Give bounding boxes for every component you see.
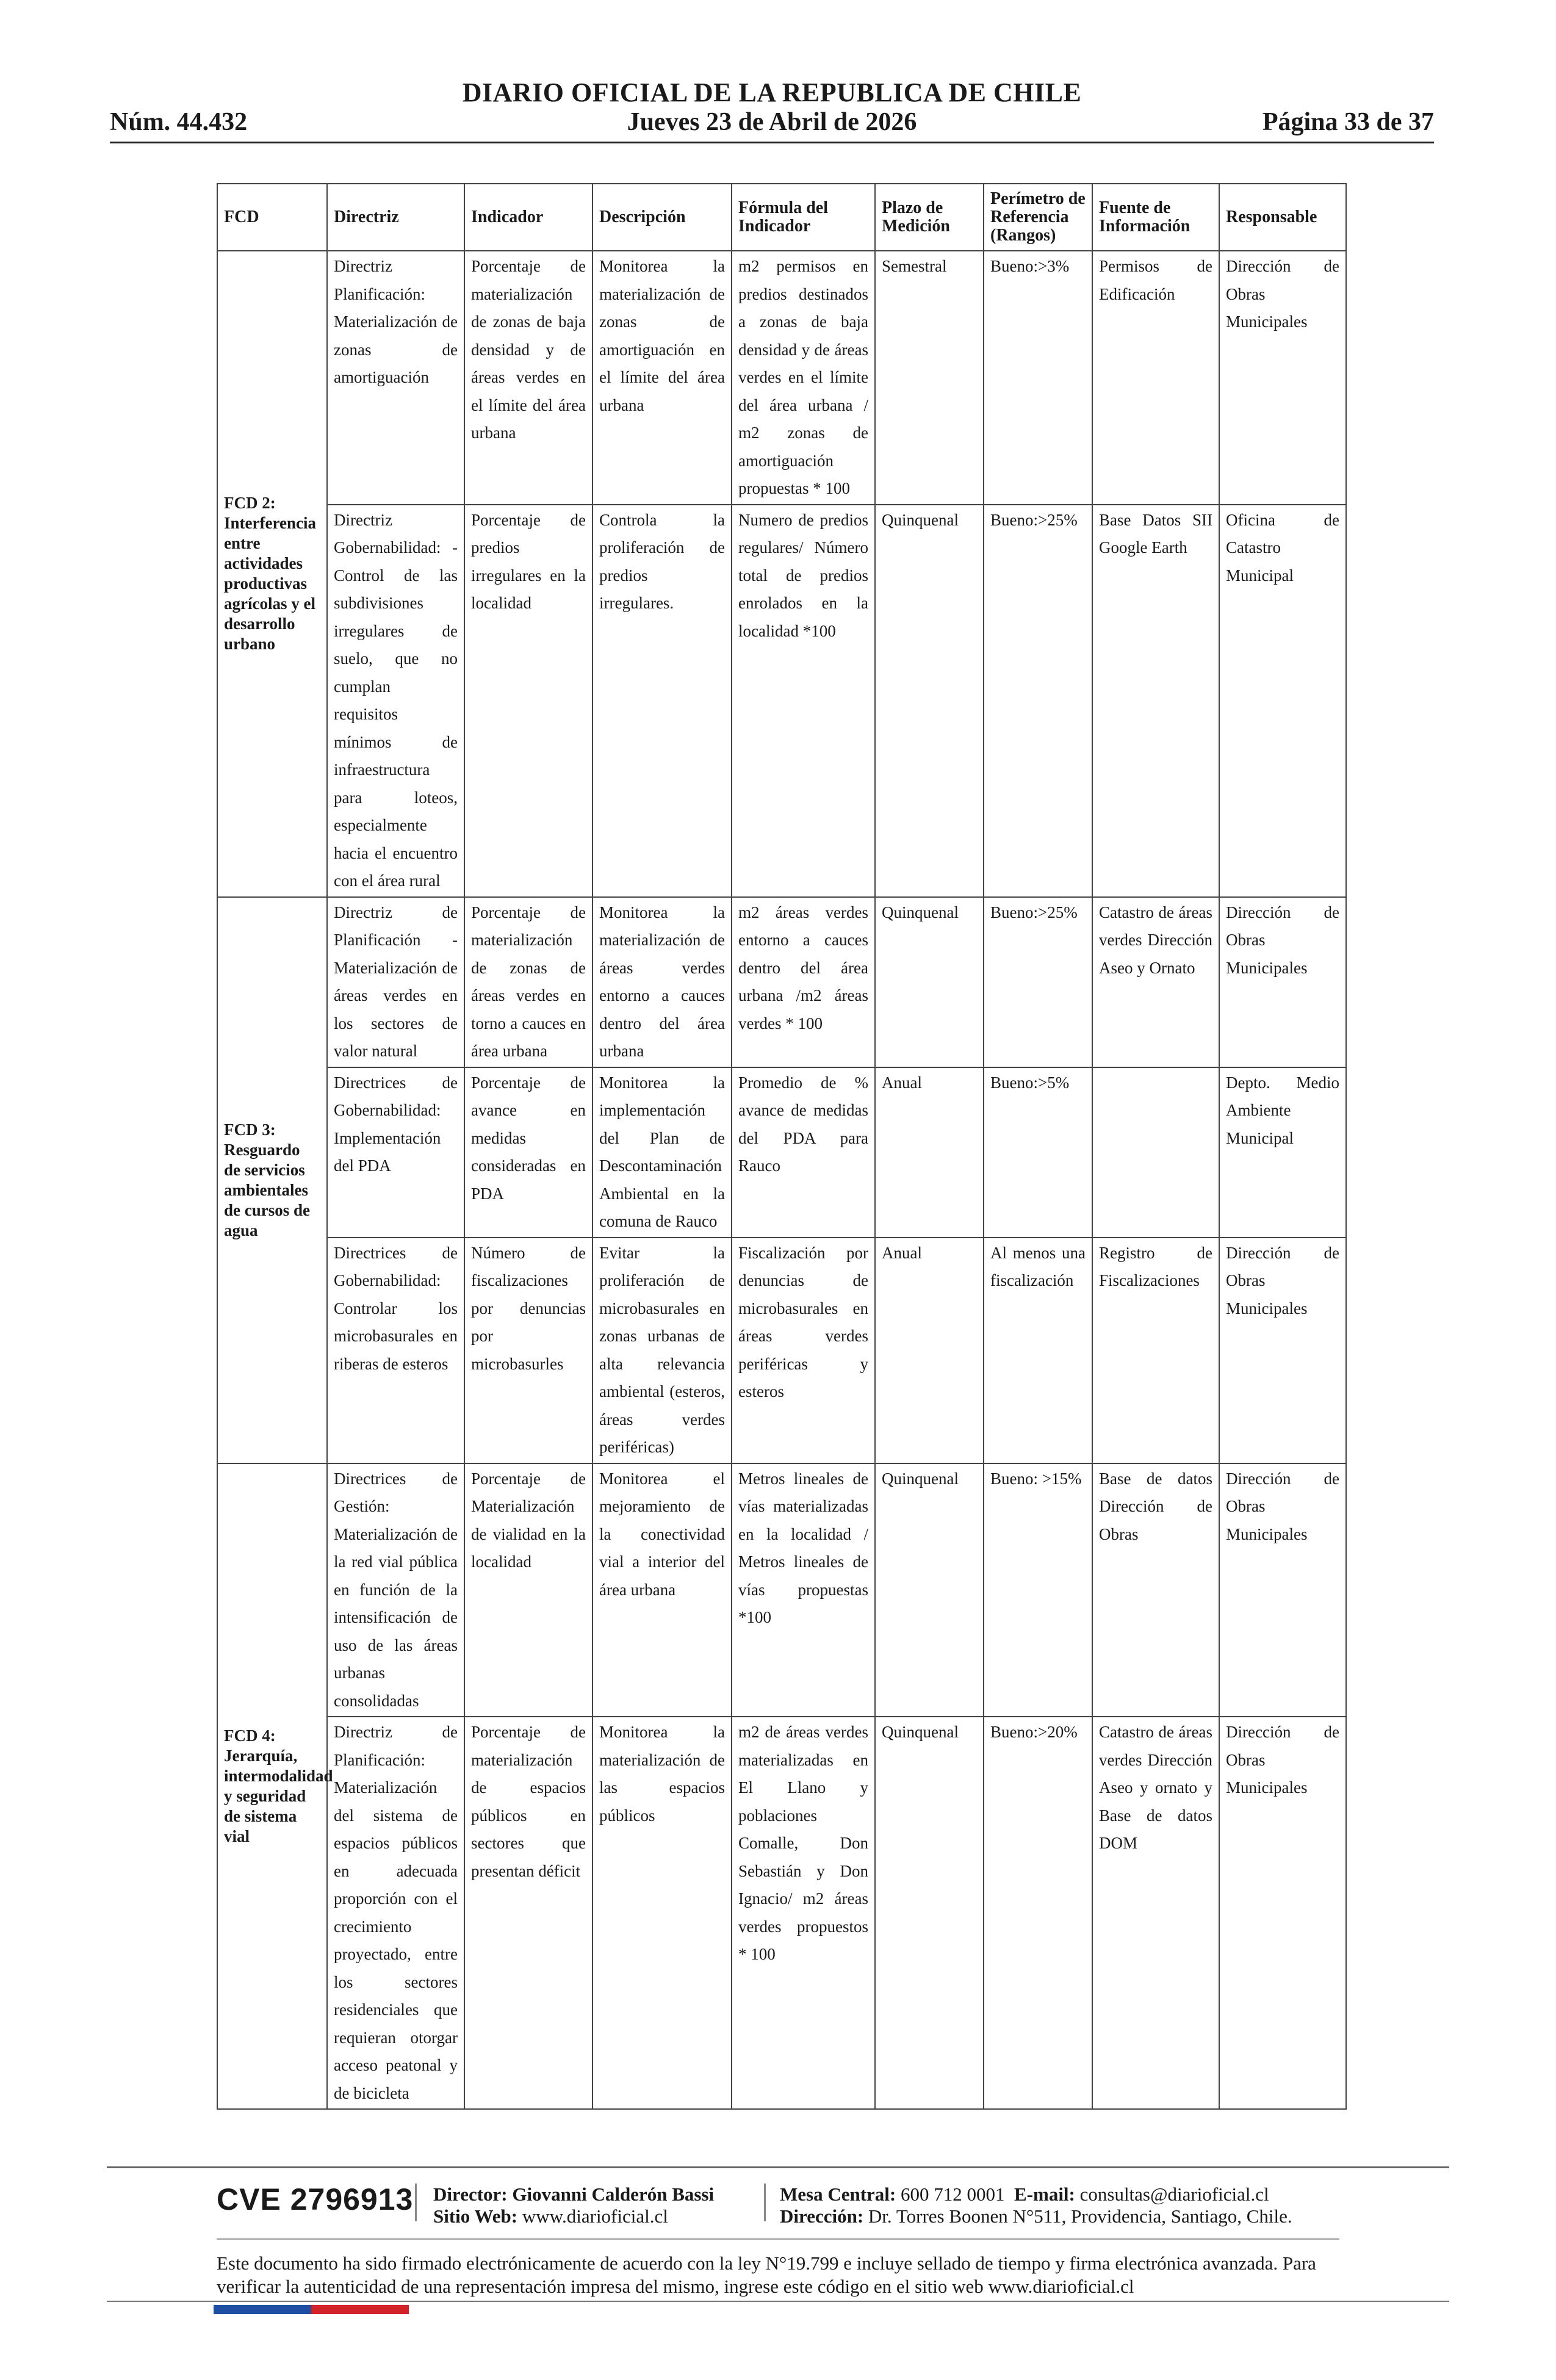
col-header-formula: Fórmula del Indicador bbox=[732, 184, 875, 251]
plazo-cell: Quinquenal bbox=[875, 505, 984, 897]
formula-cell: m2 áreas verdes entorno a cauces dentro del área urbana /m2 áreas verdes * 100 bbox=[732, 897, 875, 1067]
plazo-cell: Quinquenal bbox=[875, 897, 984, 1067]
descripcion-cell: Monitorea la implementación del Plan de Descontaminación Ambiental en la comuna de Rauco bbox=[593, 1067, 732, 1238]
formula-cell: Promedio de % avance de medidas del PDA para Rauco bbox=[732, 1067, 875, 1238]
directriz-cell: Directriz Planificación: Materialización de zonas de amortiguación bbox=[327, 251, 464, 505]
fuente-cell: Registro de Fiscalizaciones bbox=[1092, 1238, 1219, 1463]
directriz-cell: Directrices de Gestión: Materialización de la red vial pública en función de la intensificación de uso de las áreas urbanas consolidadas bbox=[327, 1463, 464, 1717]
descripcion-cell: Evitar la proliferación de microbasurales en zonas urbanas de alta relevancia ambiental (esteros, áreas verdes periféricas) bbox=[593, 1238, 732, 1463]
page-number: Página 33 de 37 bbox=[1262, 108, 1434, 136]
descripcion-cell: Monitorea la materialización de zonas de amortiguación en el límite del área urbana bbox=[593, 251, 732, 505]
phone-email-line bbox=[780, 2183, 1292, 2205]
publication-title: DIARIO OFICIAL DE LA REPUBLICA DE CHILE bbox=[462, 78, 1082, 107]
footer-separator bbox=[415, 2183, 417, 2221]
indicador-cell: Porcentaje de materialización de espacios públicos en sectores que presentan déficit bbox=[464, 1717, 593, 2109]
descripcion-cell: Monitorea la materialización de áreas verdes entorno a cauces dentro del área urbana bbox=[593, 897, 732, 1067]
director-label: Director: bbox=[433, 2183, 508, 2205]
responsable-cell: Dirección de Obras Municipales bbox=[1219, 1463, 1346, 1717]
directriz-cell: Directriz de Planificación - Materialización de áreas verdes en los sectores de valor natural bbox=[327, 897, 464, 1067]
formula-cell: Fiscalización por denuncias de microbasurales en áreas verdes periféricas y esteros bbox=[732, 1238, 875, 1463]
table-row bbox=[217, 1463, 1346, 1717]
indicador-cell: Porcentaje de materialización de zonas de baja densidad y de áreas verdes en el límite del área urbana bbox=[464, 251, 593, 505]
descripcion-cell: Monitorea la materialización de las espacios públicos bbox=[593, 1717, 732, 2109]
indicador-cell: Número de fiscalizaciones por denuncias por microbasurles bbox=[464, 1238, 593, 1463]
email-link[interactable]: consultas@diarioficial.cl bbox=[1079, 2183, 1269, 2205]
fuente-cell: Catastro de áreas verdes Dirección Aseo y ornato y Base de datos DOM bbox=[1092, 1717, 1219, 2109]
flag-stripe-red bbox=[311, 2305, 409, 2314]
fcd-cell: FCD 3: Resguardo de servicios ambientales de cursos de agua bbox=[217, 897, 327, 1463]
responsable-cell: Dirección de Obras Municipales bbox=[1219, 251, 1346, 505]
col-header-fcd: FCD bbox=[217, 184, 327, 251]
col-header-responsable: Responsable bbox=[1219, 184, 1346, 251]
legal-notice: Este documento ha sido firmado electrónicamente de acuerdo con la ley N°19.799 e incluye sellado de tiempo y firma electrónica avanzada. Para verificar la autenticidad de una representación impresa del mismo, ingrese este código en el sitio web www.diarioficial.cl bbox=[217, 2252, 1316, 2297]
website-label: Sitio Web: bbox=[433, 2205, 518, 2227]
fuente-cell: Base Datos SII Google Earth bbox=[1092, 505, 1219, 897]
responsable-cell: Dirección de Obras Municipales bbox=[1219, 897, 1346, 1067]
footer-separator bbox=[764, 2183, 766, 2221]
directriz-cell: Directrices de Gobernabilidad: Implementación del PDA bbox=[327, 1067, 464, 1238]
perimetro-cell: Bueno: >15% bbox=[984, 1463, 1092, 1717]
col-header-directriz: Directriz bbox=[327, 184, 464, 251]
address-text: Dr. Torres Boonen N°511, Providencia, Santiago, Chile. bbox=[868, 2205, 1292, 2227]
table-row bbox=[217, 1067, 1346, 1238]
issue-date: Jueves 23 de Abril de 2026 bbox=[627, 108, 917, 136]
perimetro-cell: Bueno:>25% bbox=[984, 897, 1092, 1067]
descripcion-cell: Controla la proliferación de predios irregulares. bbox=[593, 505, 732, 897]
header-info-row bbox=[110, 107, 1434, 142]
plazo-cell: Quinquenal bbox=[875, 1463, 984, 1717]
indicador-cell: Porcentaje de predios irregulares en la localidad bbox=[464, 505, 593, 897]
address-label: Dirección: bbox=[780, 2205, 864, 2227]
col-header-descripcion: Descripción bbox=[593, 184, 732, 251]
address-line bbox=[780, 2205, 1292, 2227]
table-row bbox=[217, 505, 1346, 897]
mesa-phone: 600 712 0001 bbox=[901, 2183, 1005, 2205]
responsable-cell: Depto. Medio Ambiente Municipal bbox=[1219, 1067, 1346, 1238]
plazo-cell: Quinquenal bbox=[875, 1717, 984, 2109]
responsable-cell: Dirección de Obras Municipales bbox=[1219, 1717, 1346, 2109]
indicador-cell: Porcentaje de avance en medidas consideradas en PDA bbox=[464, 1067, 593, 1238]
footer-director-block bbox=[433, 2183, 714, 2227]
descripcion-cell: Monitorea el mejoramiento de la conectividad vial a interior del área urbana bbox=[593, 1463, 732, 1717]
fuente-cell: Catastro de áreas verdes Dirección Aseo y Ornato bbox=[1092, 897, 1219, 1067]
formula-cell: m2 permisos en predios destinados a zonas de baja densidad y de áreas verdes en el límite del área urbana / m2 zonas de amortiguación propuestas * 100 bbox=[732, 251, 875, 505]
issue-number: Núm. 44.432 bbox=[110, 108, 248, 136]
responsable-cell: Dirección de Obras Municipales bbox=[1219, 1238, 1346, 1463]
table-row bbox=[217, 1238, 1346, 1463]
plazo-cell: Anual bbox=[875, 1238, 984, 1463]
directriz-cell: Directriz de Planificación: Materialización del sistema de espacios públicos en adecuada proporción con el crecimiento proyectado, entre los sectores residenciales que requieran otorgar acceso peatonal y de bicicleta bbox=[327, 1717, 464, 2109]
table-row bbox=[217, 1717, 1346, 2109]
footer-divider-bottom bbox=[107, 2301, 1449, 2302]
page-header bbox=[110, 73, 1434, 145]
flag-stripe-blue bbox=[214, 2305, 311, 2314]
fcd-cell: FCD 4: Jerarquía, intermodalidad y seguridad de sistema vial bbox=[217, 1463, 327, 2110]
formula-cell: Numero de predios regulares/ Número total de predios enrolados en la localidad *100 bbox=[732, 505, 875, 897]
col-header-perimetro: Perímetro de Referencia (Rangos) bbox=[984, 184, 1092, 251]
footer-divider-top bbox=[107, 2166, 1449, 2168]
header-divider bbox=[110, 142, 1434, 143]
formula-cell: Metros lineales de vías materializadas en la localidad / Metros lineales de vías propuestas *100 bbox=[732, 1463, 875, 1717]
formula-cell: m2 de áreas verdes materializadas en El Llano y poblaciones Comalle, Don Sebastián y Don Ignacio/ m2 áreas verdes propuestos * 100 bbox=[732, 1717, 875, 2109]
cve-code: CVE 2796913 bbox=[217, 2182, 414, 2216]
plazo-cell: Anual bbox=[875, 1067, 984, 1238]
fcd-cell: FCD 2: Interferencia entre actividades productivas agrícolas y el desarrollo urbano bbox=[217, 251, 327, 897]
table-header-row bbox=[217, 184, 1346, 251]
fuente-cell: Permisos de Edificación bbox=[1092, 251, 1219, 505]
footer-contact-block bbox=[780, 2183, 1292, 2227]
perimetro-cell: Al menos una fiscalización bbox=[984, 1238, 1092, 1463]
fuente-cell: Base de datos Dirección de Obras bbox=[1092, 1463, 1219, 1717]
responsable-cell: Oficina de Catastro Municipal bbox=[1219, 505, 1346, 897]
email-label: E-mail: bbox=[1014, 2183, 1075, 2205]
plazo-cell: Semestral bbox=[875, 251, 984, 505]
footer-divider-mid bbox=[217, 2238, 1339, 2240]
perimetro-cell: Bueno:>5% bbox=[984, 1067, 1092, 1238]
table-row bbox=[217, 251, 1346, 505]
col-header-indicador: Indicador bbox=[464, 184, 593, 251]
website-line bbox=[433, 2205, 714, 2227]
mesa-label: Mesa Central: bbox=[780, 2183, 896, 2205]
directriz-cell: Directrices de Gobernabilidad: Controlar los microbasurales en riberas de esteros bbox=[327, 1238, 464, 1463]
perimetro-cell: Bueno:>3% bbox=[984, 251, 1092, 505]
indicador-cell: Porcentaje de materialización de zonas de áreas verdes en torno a cauces en área urbana bbox=[464, 897, 593, 1067]
director-name: Giovanni Calderón Bassi bbox=[512, 2183, 715, 2205]
website-link[interactable]: www.diarioficial.cl bbox=[522, 2205, 668, 2227]
director-line bbox=[433, 2183, 714, 2205]
col-header-plazo: Plazo de Medición bbox=[875, 184, 984, 251]
col-header-fuente: Fuente de Información bbox=[1092, 184, 1219, 251]
directriz-cell: Directriz Gobernabilidad: - Control de las subdivisiones irregulares de suelo, que no cumplan requisitos mínimos de infraestructura para loteos, especialmente hacia el encuentro con el área rural bbox=[327, 505, 464, 897]
perimetro-cell: Bueno:>25% bbox=[984, 505, 1092, 897]
indicador-cell: Porcentaje de Materialización de vialidad en la localidad bbox=[464, 1463, 593, 1717]
perimetro-cell: Bueno:>20% bbox=[984, 1717, 1092, 2109]
fuente-cell bbox=[1092, 1067, 1219, 1238]
indicators-table bbox=[217, 183, 1347, 2110]
table-row bbox=[217, 897, 1346, 1067]
